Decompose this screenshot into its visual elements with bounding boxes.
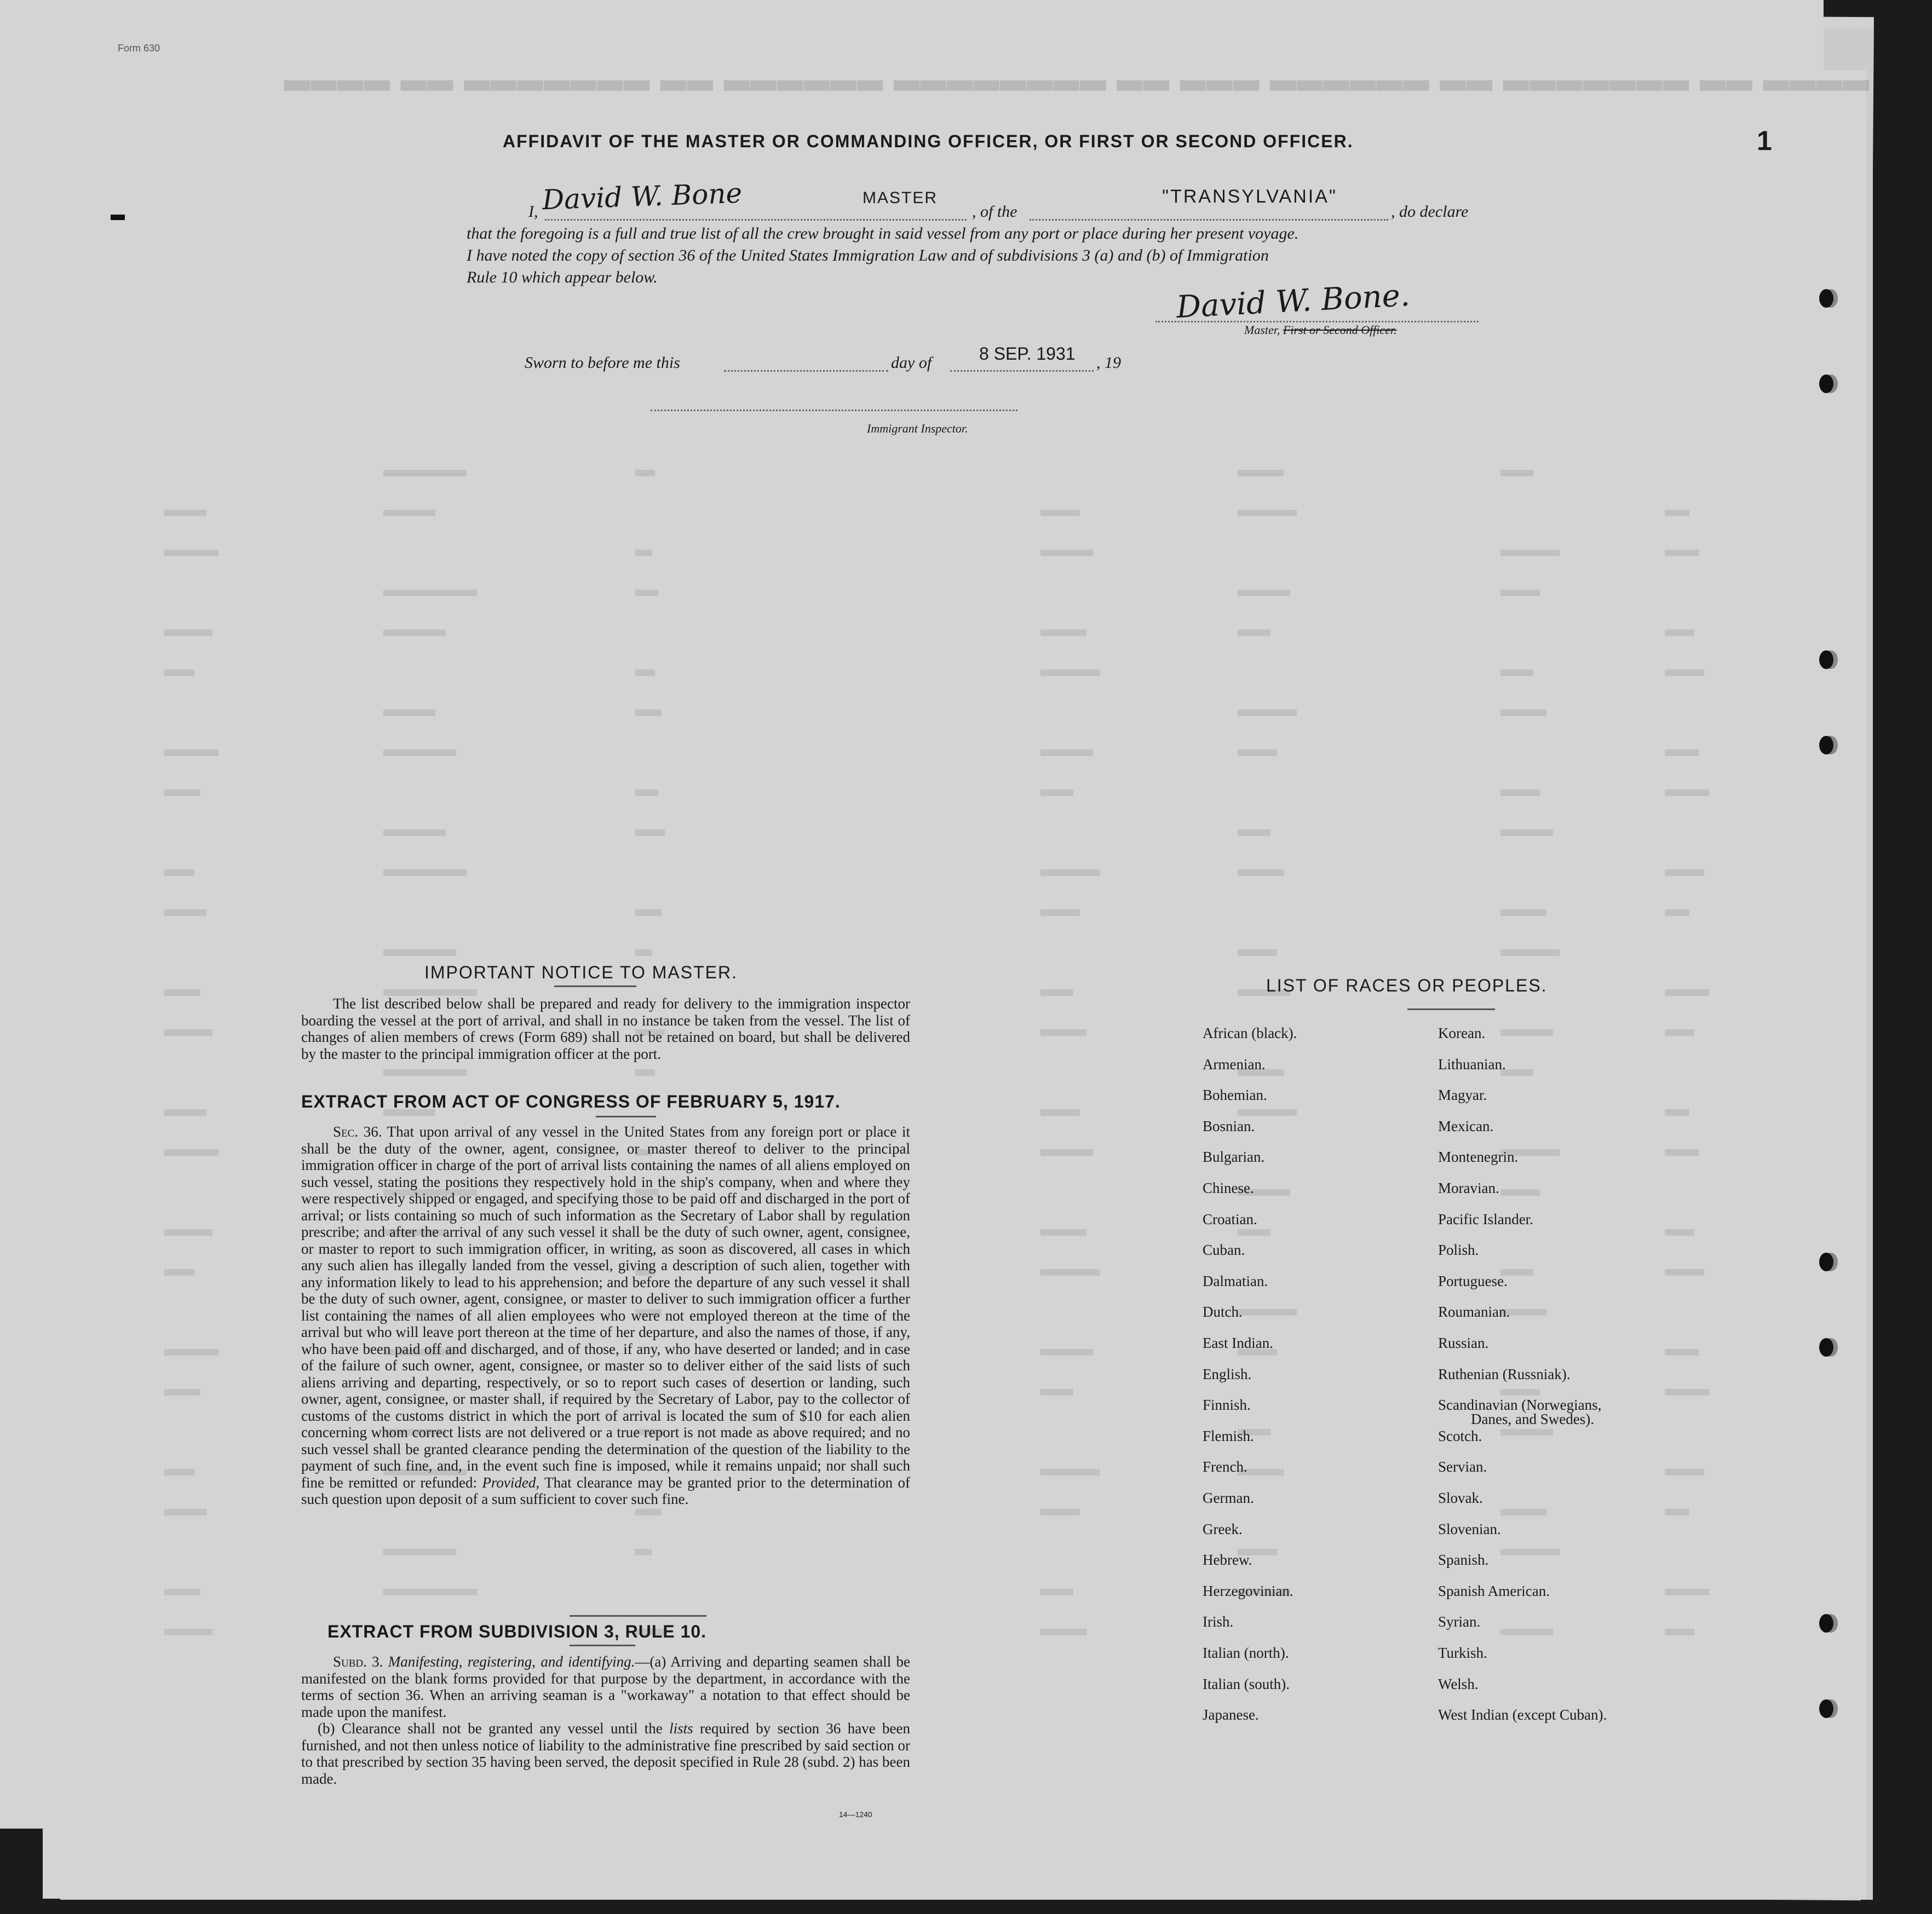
subdivision-heading: Manifesting, registering, and identifying. — [388, 1653, 635, 1670]
bleed-through-mark — [164, 1029, 212, 1036]
race-item: Armenian. — [1203, 1056, 1266, 1073]
race-item: Slovenian. — [1438, 1520, 1501, 1537]
bleed-through-mark — [1040, 1469, 1100, 1475]
bleed-through-mark — [1665, 1229, 1694, 1236]
section-label: Sec. 36. — [333, 1123, 382, 1140]
bleed-through-mark — [635, 550, 652, 556]
bleed-through-mark — [164, 1629, 212, 1635]
punch-hole — [1819, 1253, 1833, 1271]
provided-word: Provided, — [482, 1474, 540, 1491]
punch-hole — [1819, 289, 1833, 308]
bleed-through-mark — [383, 470, 467, 476]
subdivision-label: Subd. 3. — [333, 1653, 383, 1670]
race-item: Spanish American. — [1438, 1582, 1550, 1599]
bleed-through-mark — [635, 949, 652, 956]
bleed-through-mark — [635, 1069, 655, 1076]
rule10-paragraph-b-end: required by section 36 have been furnished, and not then unless notice of liability to the administrative fine prescribed by said section or to that prescribed by section 35 having been served, the deposit specified in Rule 28 (subd. 2) has been made. — [301, 1720, 911, 1787]
inspector-label: Immigrant Inspector. — [867, 422, 968, 435]
bleed-through-mark — [1665, 1109, 1689, 1116]
bleed-through-mark — [1238, 949, 1277, 956]
bleed-through-mark — [164, 550, 219, 556]
bleed-through-mark — [164, 909, 206, 916]
bleed-through-mark — [635, 590, 658, 596]
officer-signature: David W. Bone — [542, 177, 743, 216]
bleed-through-mark — [1665, 909, 1689, 916]
race-item: Scandinavian (Norwegians, — [1438, 1397, 1602, 1414]
bleed-through-mark — [1500, 1189, 1540, 1196]
race-item: Scotch. — [1438, 1427, 1482, 1444]
rule10-title: EXTRACT FROM SUBDIVISION 3, RULE 10. — [327, 1622, 707, 1641]
bleed-through-mark — [1040, 670, 1100, 676]
bleed-through-mark — [383, 1589, 477, 1595]
bleed-through-mark — [1665, 1349, 1699, 1356]
race-item: Herzegovinian. — [1203, 1582, 1293, 1599]
sworn-month-line — [950, 370, 1094, 372]
race-item: Lithuanian. — [1438, 1056, 1506, 1073]
bleed-through-mark — [1040, 630, 1086, 636]
officer-rank: MASTER — [863, 189, 938, 207]
race-item: Danes, and Swedes). — [1471, 1411, 1594, 1428]
bleed-through-mark — [1040, 1269, 1100, 1276]
bleed-through-mark — [1665, 789, 1709, 796]
bleed-through-mark — [383, 590, 477, 596]
rule10-paragraph-b: (b) Clearance shall not be granted any vessel until the — [318, 1720, 663, 1737]
bleed-through-mark — [1665, 630, 1694, 636]
inspector-line — [651, 410, 1017, 411]
bleed-through-mark — [1040, 750, 1093, 756]
punch-hole — [1819, 374, 1833, 393]
bleed-through-mark — [164, 1469, 194, 1475]
declare-label: , do declare — [1391, 203, 1469, 221]
bleed-through-mark — [1238, 710, 1297, 716]
bleed-through-mark — [1040, 1629, 1086, 1635]
title-underline — [554, 985, 636, 987]
bleed-through-mark — [1665, 1629, 1694, 1635]
bleed-through-mark — [635, 1509, 662, 1515]
master-signature-line — [1155, 321, 1479, 322]
bleed-through-mark — [635, 909, 662, 916]
race-item: Bosnian. — [1203, 1117, 1255, 1134]
bleed-through-mark — [1500, 789, 1540, 796]
bleed-through-mark — [164, 989, 200, 996]
title-underline — [1407, 1008, 1495, 1010]
date-stamp: 8 SEP. 1931 — [979, 344, 1076, 364]
race-item: Roumanian. — [1438, 1304, 1510, 1321]
bleed-through-mark — [1665, 989, 1709, 996]
affidavit-text-line: that the foregoing is a full and true list of all the crew brought in said vessel from any port or place during her present voyage. — [467, 224, 1299, 243]
race-item: East Indian. — [1203, 1335, 1273, 1351]
bleed-through-mark — [383, 630, 446, 636]
race-item: Flemish. — [1203, 1427, 1254, 1444]
bleed-through-mark — [1665, 1029, 1694, 1036]
act-title: EXTRACT FROM ACT OF CONGRESS OF FEBRUARY 5, 1917. — [301, 1092, 841, 1111]
races-title: LIST OF RACES OR PEOPLES. — [1266, 976, 1548, 995]
notice-text — [301, 995, 910, 1062]
bleed-through-mark — [164, 1509, 206, 1515]
bleed-through-mark — [164, 1229, 212, 1236]
affidavit-text-line: Rule 10 which appear below. — [467, 268, 658, 286]
bleed-through-mark — [164, 869, 194, 876]
bleed-through-mark — [1500, 1429, 1553, 1436]
race-item: Italian (north). — [1203, 1645, 1289, 1661]
bleed-through-mark — [383, 829, 446, 836]
bleed-through-mark — [1500, 909, 1546, 916]
bleed-through-mark — [1500, 590, 1540, 596]
bleed-through-mark — [1500, 670, 1533, 676]
race-item: Greek. — [1203, 1520, 1243, 1537]
bleed-through-mark — [164, 1389, 200, 1396]
bleed-through-mark — [1040, 1149, 1093, 1156]
master-caption-struck: First or Second Officer. — [1283, 323, 1397, 337]
master-caption — [1244, 323, 1397, 337]
bleed-through-mark — [383, 869, 467, 876]
day-of-label: day of — [891, 354, 932, 372]
race-item: English. — [1203, 1365, 1252, 1382]
bleed-through-mark — [1665, 1469, 1704, 1475]
bleed-through-mark — [1665, 1269, 1704, 1276]
bleed-through-mark — [1238, 1309, 1297, 1316]
race-item: Spanish. — [1438, 1552, 1489, 1569]
race-item: German. — [1203, 1490, 1254, 1506]
bleed-through-mark — [635, 1549, 652, 1555]
race-item: Hebrew. — [1203, 1552, 1252, 1569]
rule10-text — [301, 1653, 910, 1787]
bleed-through-mark — [1665, 1509, 1689, 1515]
vessel-name: "TRANSYLVANIA" — [1162, 186, 1337, 207]
bleed-through-mark — [1500, 1389, 1540, 1396]
master-signature: David W. Bone. — [1175, 277, 1411, 326]
bleed-through-mark — [1040, 1349, 1093, 1356]
bleed-through-mark — [1665, 750, 1699, 756]
bleed-through-text: ▂▂▂▂ ▂▂ ▂▂▂▂▂▂▂ ▂▂ ▂▂▂▂▂▂ ▂▂▂▂▂▂▂▂ ▂▂ ▂▂▂ ▂▂▂▂▂▂ ▂▂ ▂▂▂▂▂▂▂ ▂▂ ▂▂▂▂ — [285, 82, 1871, 117]
race-item: Ruthenian (Russniak). — [1438, 1365, 1571, 1382]
race-item: Montenegrin. — [1438, 1149, 1519, 1166]
affidavit-i-label: I, — [528, 203, 538, 221]
page-number: 1 — [1757, 125, 1772, 156]
bleed-through-mark — [1040, 989, 1073, 996]
rule10-paragraph-a: —(a) Arriving and departing seamen shall be manifested on the blank forms provided for that purpose by the department, in accordance with the terms of section 36. When an arriving seaman is a "workaway" a notation to that effect should be made upon the manifest. — [301, 1653, 910, 1720]
bleed-through-mark — [164, 1589, 200, 1595]
bleed-through-mark — [1040, 1589, 1073, 1595]
bleed-through-mark — [164, 1149, 219, 1156]
bleed-through-mark — [1238, 1229, 1270, 1236]
race-item: Bulgarian. — [1203, 1149, 1265, 1166]
race-item: Korean. — [1438, 1025, 1486, 1041]
year-label: , 19 — [1096, 354, 1121, 372]
race-item: Cuban. — [1203, 1242, 1245, 1259]
bleed-through-mark — [1665, 1389, 1709, 1396]
bleed-through-mark — [1040, 510, 1080, 516]
bleed-through-mark — [1040, 1029, 1086, 1036]
race-item: Russian. — [1438, 1335, 1489, 1351]
bleed-through-mark — [1500, 949, 1560, 956]
race-item: Pacific Islander. — [1438, 1210, 1533, 1227]
sworn-day-line — [724, 370, 888, 372]
bleed-through-mark — [1040, 1389, 1073, 1396]
bleed-through-mark — [383, 710, 435, 716]
bleed-through-mark — [1500, 1629, 1553, 1635]
title-underline — [596, 1116, 656, 1117]
bleed-through-mark — [1500, 470, 1533, 476]
signature-line — [545, 219, 967, 221]
notice-title: IMPORTANT NOTICE TO MASTER. — [424, 962, 738, 982]
bleed-through-mark — [1500, 829, 1553, 836]
bleed-through-mark — [635, 470, 655, 476]
bleed-through-mark — [1238, 869, 1284, 876]
bleed-through-mark — [383, 510, 435, 516]
bleed-through-mark — [383, 1069, 467, 1076]
race-item: Slovak. — [1438, 1490, 1483, 1506]
bleed-through-mark — [1665, 869, 1704, 876]
act-paragraph: That upon arrival of any vessel in the United States from any foreign port or place it shall be the duty of the owner, agent, consignee, or master thereof to deliver to the principal immigration officer in charge of the port of arrival lists containing the names of all aliens employed on such vessel, stating the positions they respectively hold in the ship's company, when and where they were respectively shipped or engaged, and specifying those to be paid off and discharged in the port of arrival; or lists containing so much of such information as the Secretary of Labor shall by regulation prescribe; and after the arrival of any such vessel it shall be the duty of such owner, agent, consignee, or master to report to such immigration officer, in writing, as soon as discovered, all cases in which any such alien has illegally landed from the vessel, giving a description of such alien, together with any information likely to lead to his apprehension; and before the departure of any such vessel it shall be the duty of such owner, agent, consignee, or master to deliver to such immigration officer a further list containing the names of all alien employees who were not employed thereon at the time of the arrival but who will leave port thereon at the time of her departure, and also the names of those, if any, who have been paid off and discharged, and of those, if any, who have deserted or landed; and in case of the failure of such owner, agent, consignee, or master so to deliver either of the said lists of such aliens arriving and departing, respectively, or so to report such cases of desertion or landing, such owner, agent, consignee, or master shall, if required by the Secretary of Labor, pay to the collector of customs of the customs district in which the port of arrival is located the sum of $10 for each alien concerning whom correct lists are not delivered or a true report is not made as above required; and no such vessel shall be granted clearance pending the determination of the question of the liability to the payment of such fine, and, in the event such fine is imposed, while it remains unpaid; nor shall such fine be remitted or refunded: — [301, 1123, 911, 1491]
footer-code: 14—1240 — [839, 1810, 872, 1819]
vessel-line — [1030, 219, 1388, 221]
bleed-through-mark — [1040, 869, 1100, 876]
bleed-through-mark — [635, 670, 655, 676]
bleed-through-mark — [164, 789, 200, 796]
bleed-through-mark — [1238, 510, 1297, 516]
title-underline — [570, 1645, 635, 1646]
punch-hole — [1819, 1699, 1833, 1718]
bleed-through-mark — [1500, 710, 1546, 716]
bleed-through-mark — [164, 1109, 206, 1116]
race-item: Croatian. — [1203, 1210, 1257, 1227]
race-item: African (black). — [1203, 1025, 1297, 1041]
race-item: Irish. — [1203, 1613, 1234, 1630]
bleed-through-mark — [1665, 1149, 1699, 1156]
of-the-label: , of the — [972, 203, 1017, 221]
document-page-surface — [43, 70, 1866, 1899]
punch-hole — [1819, 736, 1833, 754]
race-item: Turkish. — [1438, 1645, 1487, 1661]
bleed-through-mark — [1040, 789, 1073, 796]
bleed-through-mark — [1238, 470, 1284, 476]
bleed-through-mark — [635, 710, 662, 716]
race-item: Dalmatian. — [1203, 1272, 1268, 1289]
bleed-through-mark — [635, 829, 665, 836]
punch-hole — [1819, 650, 1833, 669]
bleed-through-mark — [1500, 1549, 1560, 1555]
affidavit-text-line: I have noted the copy of section 36 of the United States Immigration Law and of subdivisions 3 (a) and (b) of Immigration — [467, 246, 1269, 264]
bleed-through-mark — [164, 750, 219, 756]
bleed-through-mark — [1500, 1029, 1553, 1036]
bleed-through-mark — [1500, 1509, 1546, 1515]
bleed-through-mark — [1238, 630, 1270, 636]
bleed-through-mark — [1238, 750, 1277, 756]
bleed-through-mark — [164, 510, 206, 516]
act-paragraph-end: That clearance may be granted prior to the determination of such question upon deposit of a sum sufficient to cover such fine. — [301, 1474, 911, 1507]
bleed-through-mark — [164, 1349, 219, 1356]
race-item: Finnish. — [1203, 1397, 1251, 1414]
race-item: Italian (south). — [1203, 1675, 1290, 1692]
race-item: Welsh. — [1438, 1675, 1479, 1692]
bleed-through-mark — [1238, 590, 1290, 596]
bleed-through-mark — [1040, 909, 1080, 916]
bleed-through-mark — [164, 670, 194, 676]
race-item: Dutch. — [1203, 1304, 1243, 1321]
race-item: Magyar. — [1438, 1087, 1487, 1104]
race-item: Japanese. — [1203, 1707, 1259, 1723]
act-text — [301, 1123, 910, 1508]
bleed-through-mark — [1665, 670, 1704, 676]
master-caption-master: Master, — [1244, 323, 1280, 337]
sworn-label: Sworn to before me this — [525, 354, 680, 372]
bleed-through-mark — [1040, 550, 1093, 556]
race-item: Syrian. — [1438, 1613, 1481, 1630]
race-item: Moravian. — [1438, 1180, 1499, 1196]
bleed-through-mark — [635, 789, 658, 796]
bleed-through-mark — [164, 630, 212, 636]
race-item: Chinese. — [1203, 1180, 1254, 1196]
race-item: West Indian (except Cuban). — [1438, 1707, 1607, 1723]
punch-hole — [1819, 1338, 1833, 1357]
bleed-through-mark — [1040, 1109, 1080, 1116]
bleed-through-mark — [383, 750, 456, 756]
margin-mark — [111, 215, 125, 220]
race-item: Bohemian. — [1203, 1087, 1267, 1104]
race-item: Servian. — [1438, 1458, 1487, 1475]
bleed-through-mark — [1665, 510, 1689, 516]
race-item: Mexican. — [1438, 1117, 1494, 1134]
lists-word: lists — [669, 1720, 693, 1737]
bleed-through-mark — [164, 1269, 194, 1276]
race-item: Polish. — [1438, 1242, 1479, 1259]
bleed-through-mark — [1040, 1509, 1080, 1515]
race-item: French. — [1203, 1458, 1247, 1475]
race-item: Portuguese. — [1438, 1272, 1508, 1289]
punch-hole — [1819, 1614, 1833, 1633]
bleed-through-mark — [1500, 550, 1560, 556]
bleed-through-mark — [383, 1549, 456, 1555]
bleed-through-mark — [1238, 1109, 1297, 1116]
section-divider — [570, 1615, 706, 1617]
bleed-through-mark — [383, 949, 456, 956]
bleed-through-mark — [1665, 1589, 1709, 1595]
bleed-through-mark — [1665, 550, 1699, 556]
form-number: Form 630 — [118, 43, 160, 54]
bleed-through-mark — [1040, 1229, 1086, 1236]
bleed-through-mark — [1238, 829, 1270, 836]
notice-paragraph: The list described below shall be prepared and ready for delivery to the immigration inspector boarding the vessel at the port of arrival, and shall in no instance be taken from the vessel. The list of changes of alien members of crews (Form 689) shall not be retained on board, but shall be delivered by the master to the principal immigration officer at the port. — [301, 995, 910, 1062]
affidavit-title: AFFIDAVIT OF THE MASTER OR COMMANDING OFFICER, OR FIRST OR SECOND OFFICER. — [503, 131, 1354, 151]
